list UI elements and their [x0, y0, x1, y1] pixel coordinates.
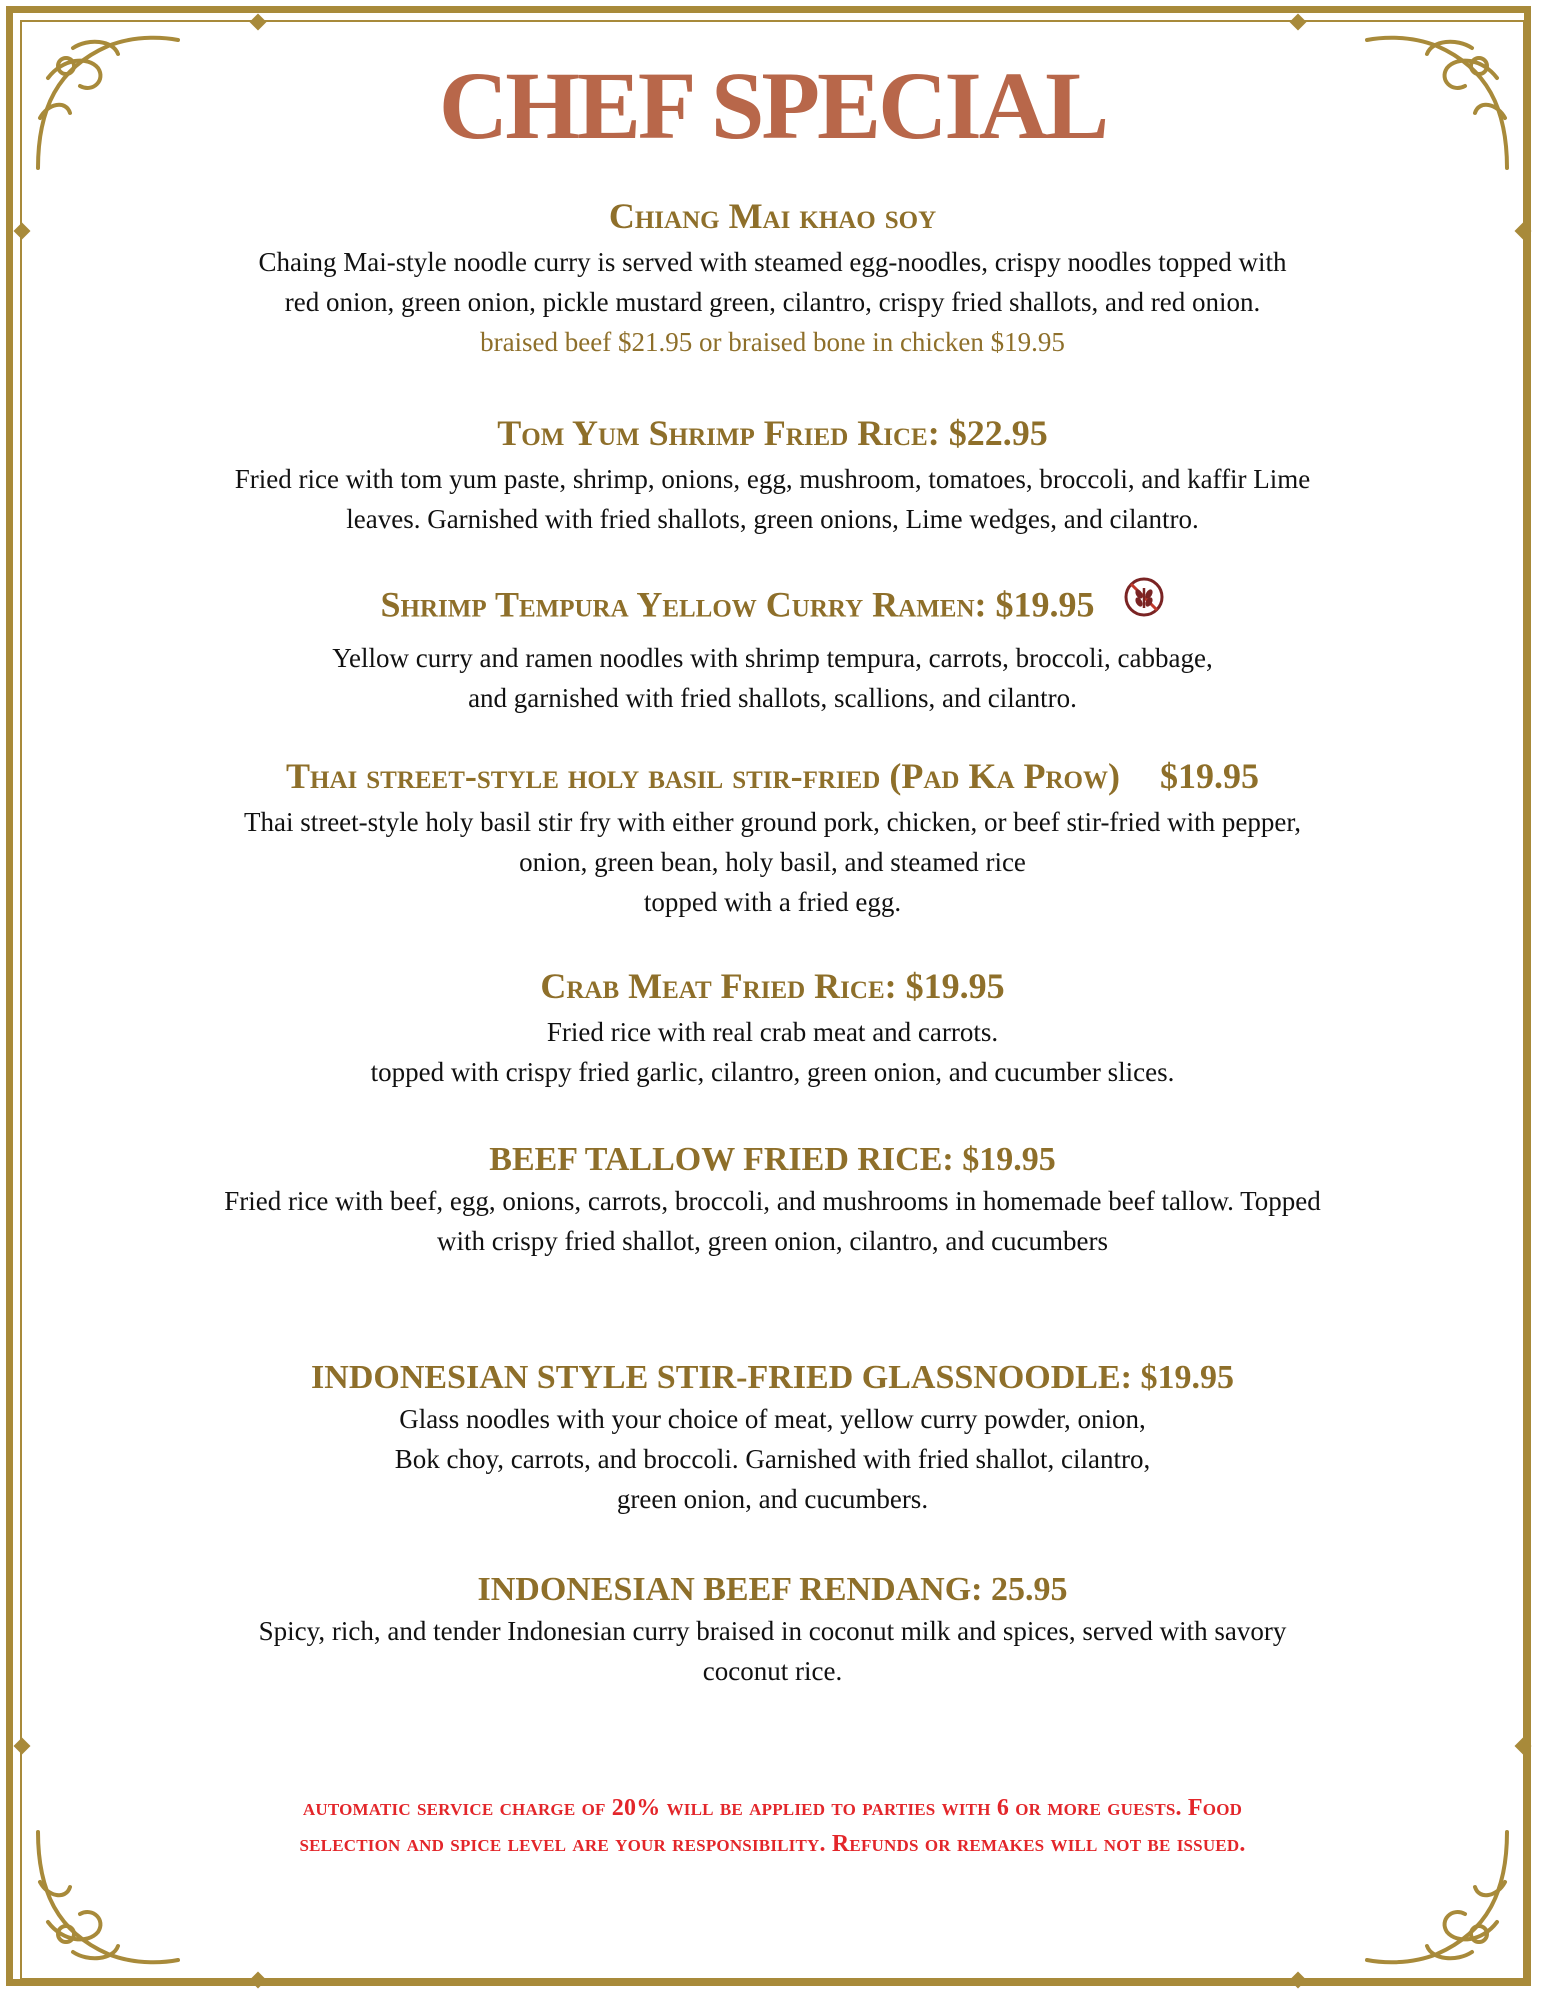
menu-item	[120, 195, 1425, 362]
item-description	[120, 638, 1425, 718]
description-line: onion, green bean, holy basil, and steamed rice	[519, 847, 1026, 878]
description-line: Yellow curry and ramen noodles with shrimp tempura, carrots, broccoli, cabbage,	[332, 643, 1213, 674]
item-description	[120, 459, 1425, 539]
item-name: Chiang Mai khao soy	[608, 196, 937, 236]
item-price: $19.95	[1160, 756, 1259, 796]
service-charge-notice	[120, 1790, 1425, 1862]
item-description	[120, 802, 1425, 922]
description-line: Fried rice with real crab meat and carrots.	[546, 1017, 999, 1048]
menu-title: CHEF SPECIAL	[438, 52, 1107, 159]
notice-line: selection and spice level are your responsibility. Refunds or remakes will not be issued.	[299, 1831, 1246, 1857]
item-name: INDONESIAN STYLE STIR-FRIED GLASSNOODLE: $19.95	[311, 1359, 1234, 1396]
item-description	[120, 1181, 1425, 1261]
menu-item	[120, 1570, 1425, 1691]
item-name	[120, 582, 1425, 634]
no-gluten-icon	[1123, 576, 1165, 628]
item-description	[120, 1399, 1425, 1519]
item-name-text: Shrimp Tempura Yellow Curry Ramen: $19.95	[380, 584, 1095, 625]
menu-item	[120, 965, 1425, 1092]
item-description	[120, 1611, 1425, 1691]
item-name	[120, 755, 1425, 798]
description-line: Fried rice with beef, egg, onions, carrots, broccoli, and mushrooms in homemade beef tallow. Topped	[224, 1185, 1321, 1216]
description-line: coconut rice.	[702, 1655, 843, 1686]
description-line: green onion, and cucumbers.	[616, 1483, 929, 1514]
item-name: Tom Yum Shrimp Fried Rice: $22.95	[497, 413, 1048, 453]
item-description	[120, 1012, 1425, 1092]
menu-item	[120, 755, 1425, 922]
item-name: Crab Meat Fried Rice: $19.95	[540, 966, 1005, 1006]
menu-item	[120, 412, 1425, 539]
description-line: Fried rice with tom yum paste, shrimp, onions, egg, mushroom, tomatoes, broccoli, and kaffir Lime	[234, 464, 1311, 495]
description-line: Bok choy, carrots, and broccoli. Garnished with fried shallot, cilantro,	[394, 1443, 1151, 1474]
item-price-note: braised beef $21.95 or braised bone in chicken $19.95	[480, 327, 1065, 358]
menu-item	[120, 582, 1425, 718]
description-line: Chaing Mai-style noodle curry is served with steamed egg-noodles, crispy noodles topped with	[258, 247, 1287, 278]
description-line: topped with crispy fried garlic, cilantro, green onion, and cucumber slices.	[370, 1057, 1175, 1088]
item-name: BEEF TALLOW FRIED RICE: $19.95	[489, 1141, 1056, 1178]
notice-line: automatic service charge of 20% will be applied to parties with 6 or more guests. Food	[302, 1795, 1243, 1821]
description-line: Glass noodles with your choice of meat, yellow curry powder, onion,	[399, 1403, 1146, 1434]
description-line: leaves. Garnished with fried shallots, green onions, Lime wedges, and cilantro.	[346, 504, 1199, 535]
description-line: topped with a fried egg.	[643, 887, 902, 918]
item-name-text: Thai street-style holy basil stir-fried (Pad Ka Prow)	[286, 756, 1120, 796]
menu-item	[120, 1358, 1425, 1519]
description-line: Thai street-style holy basil stir fry with either ground pork, chicken, or beef stir-fried with pepper,	[243, 807, 1302, 838]
description-line: with crispy fried shallot, green onion, cilantro, and cucumbers	[436, 1225, 1109, 1256]
description-line: Spicy, rich, and tender Indonesian curry braised in coconut milk and spices, served with savory	[258, 1615, 1287, 1646]
description-line: red onion, green onion, pickle mustard green, cilantro, crispy fried shallots, and red onion.	[284, 287, 1261, 318]
item-description	[120, 242, 1425, 322]
menu-item	[120, 1140, 1425, 1261]
description-line: and garnished with fried shallots, scallions, and cilantro.	[468, 683, 1077, 714]
item-name: INDONESIAN BEEF RENDANG: 25.95	[477, 1571, 1068, 1608]
